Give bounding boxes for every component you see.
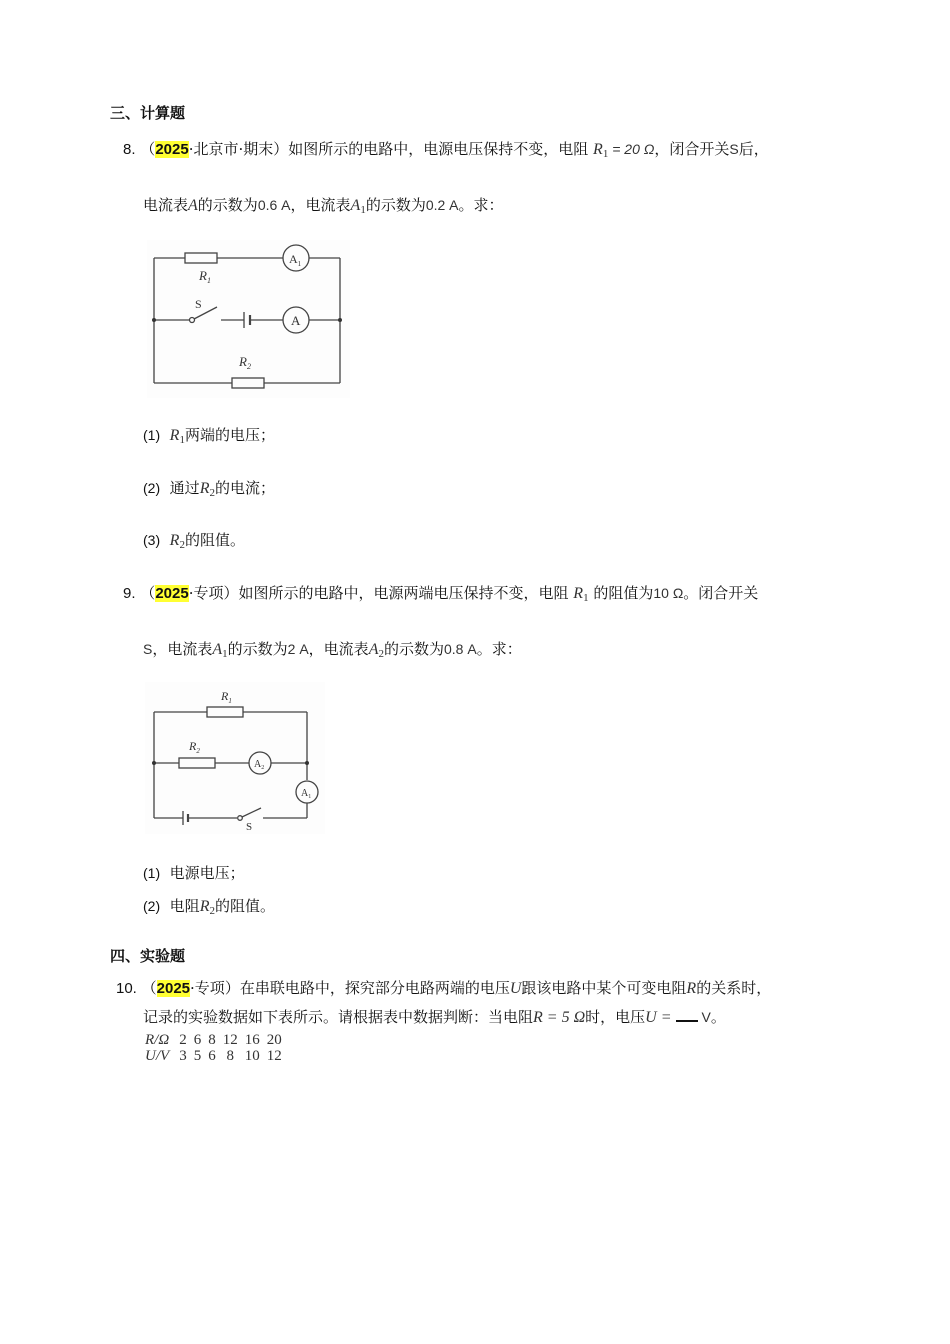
q8-r1-math: $R_1 = 20$ Ω — [593, 141, 655, 160]
q8-subq1: (1) $R_1$两端的电压； — [143, 426, 275, 446]
q9-diagram-r2-label: R — [189, 739, 197, 753]
q9-diagram-r1-label: R — [221, 689, 229, 703]
q10-line1: 10. （2025·专项）在串联电路中，探究部分电路两端的电压U跟该电路中某个可变电阻R的关系时， — [116, 979, 772, 997]
q8-diagram-r1-label: R — [199, 268, 207, 283]
svg-text:R2: $R_2$ — [189, 739, 200, 755]
q9-year-highlight: 2025 — [155, 585, 189, 602]
q10-number: 10. — [116, 980, 137, 997]
svg-text:A2: $A_2$ — [254, 759, 265, 771]
svg-text:R2: $R_2$ — [239, 354, 251, 371]
q8-subq2: (2) 通过$R_2$的电流； — [143, 479, 275, 499]
q10-year-highlight: 2025 — [156, 980, 191, 997]
table-row: U/V 3 5 6 8 10 12 — [145, 1048, 282, 1064]
q8-subq3: (3) $R_2$的阻值。 — [143, 531, 245, 551]
svg-text:R1: $R_1$ — [221, 689, 232, 705]
q9-number: 9. — [123, 585, 136, 602]
q8-diagram-switch-label: S — [195, 297, 202, 311]
section-title-experiment: 四、实验题 — [110, 947, 186, 965]
svg-text:R1: $R_1$ — [199, 268, 211, 285]
q8-circuit-diagram — [145, 238, 355, 400]
q8-year-highlight: 2025 — [155, 141, 189, 158]
q9-line1: 9. （2025·专项）如图所示的电路中，电源两端电压保持不变，电阻 $R_1$ 的阻值为10 Ω。闭合开关 — [123, 584, 759, 604]
q9-subq2: (2) 电阻$R_2$的阻值。 — [143, 897, 275, 917]
q9-diagram-switch-label: S — [246, 821, 253, 833]
q8-diagram-a-label: A — [291, 313, 301, 328]
q8-diagram-r2-label: R — [239, 354, 247, 369]
svg-text:A1: $A_1$ — [301, 788, 312, 800]
q9-line2: S，电流表$A_1$的示数为2 A，电流表$A_2$的示数为0.8 A。求： — [143, 640, 522, 660]
q9-circuit-diagram — [145, 682, 325, 834]
q10-line2: 记录的实验数据如下表所示。请根据表中数据判断：当电阻R = 5 Ω时，电压U = V。 — [143, 1008, 726, 1026]
q9-subq1: (1) 电源电压； — [143, 864, 245, 882]
q10-data-table — [145, 1032, 289, 1064]
q9-diagram-a2-label: A — [254, 759, 262, 770]
section-title-calc: 三、计算题 — [110, 104, 186, 122]
q8-line2: 电流表A的示数为0.6 A，电流表$A_1$的示数为0.2 A。求： — [143, 196, 504, 216]
q8-line1: 8. （2025·北京市·期末）如图所示的电路中，电源电压保持不变，电阻 $R_1 = 20$ Ω，闭合开关S后， — [123, 140, 769, 160]
q9-diagram-a1-label: A — [301, 788, 309, 799]
q8-diagram-a1-label: A — [289, 252, 298, 266]
q8-source: ·北京市·期末 — [188, 140, 274, 158]
svg-text:A1: $A_1$ — [289, 252, 302, 268]
q10-answer-blank[interactable] — [676, 1008, 698, 1022]
q8-number: 8. — [123, 141, 136, 158]
table-row: R/Ω 2 6 8 12 16 20 — [145, 1032, 282, 1048]
